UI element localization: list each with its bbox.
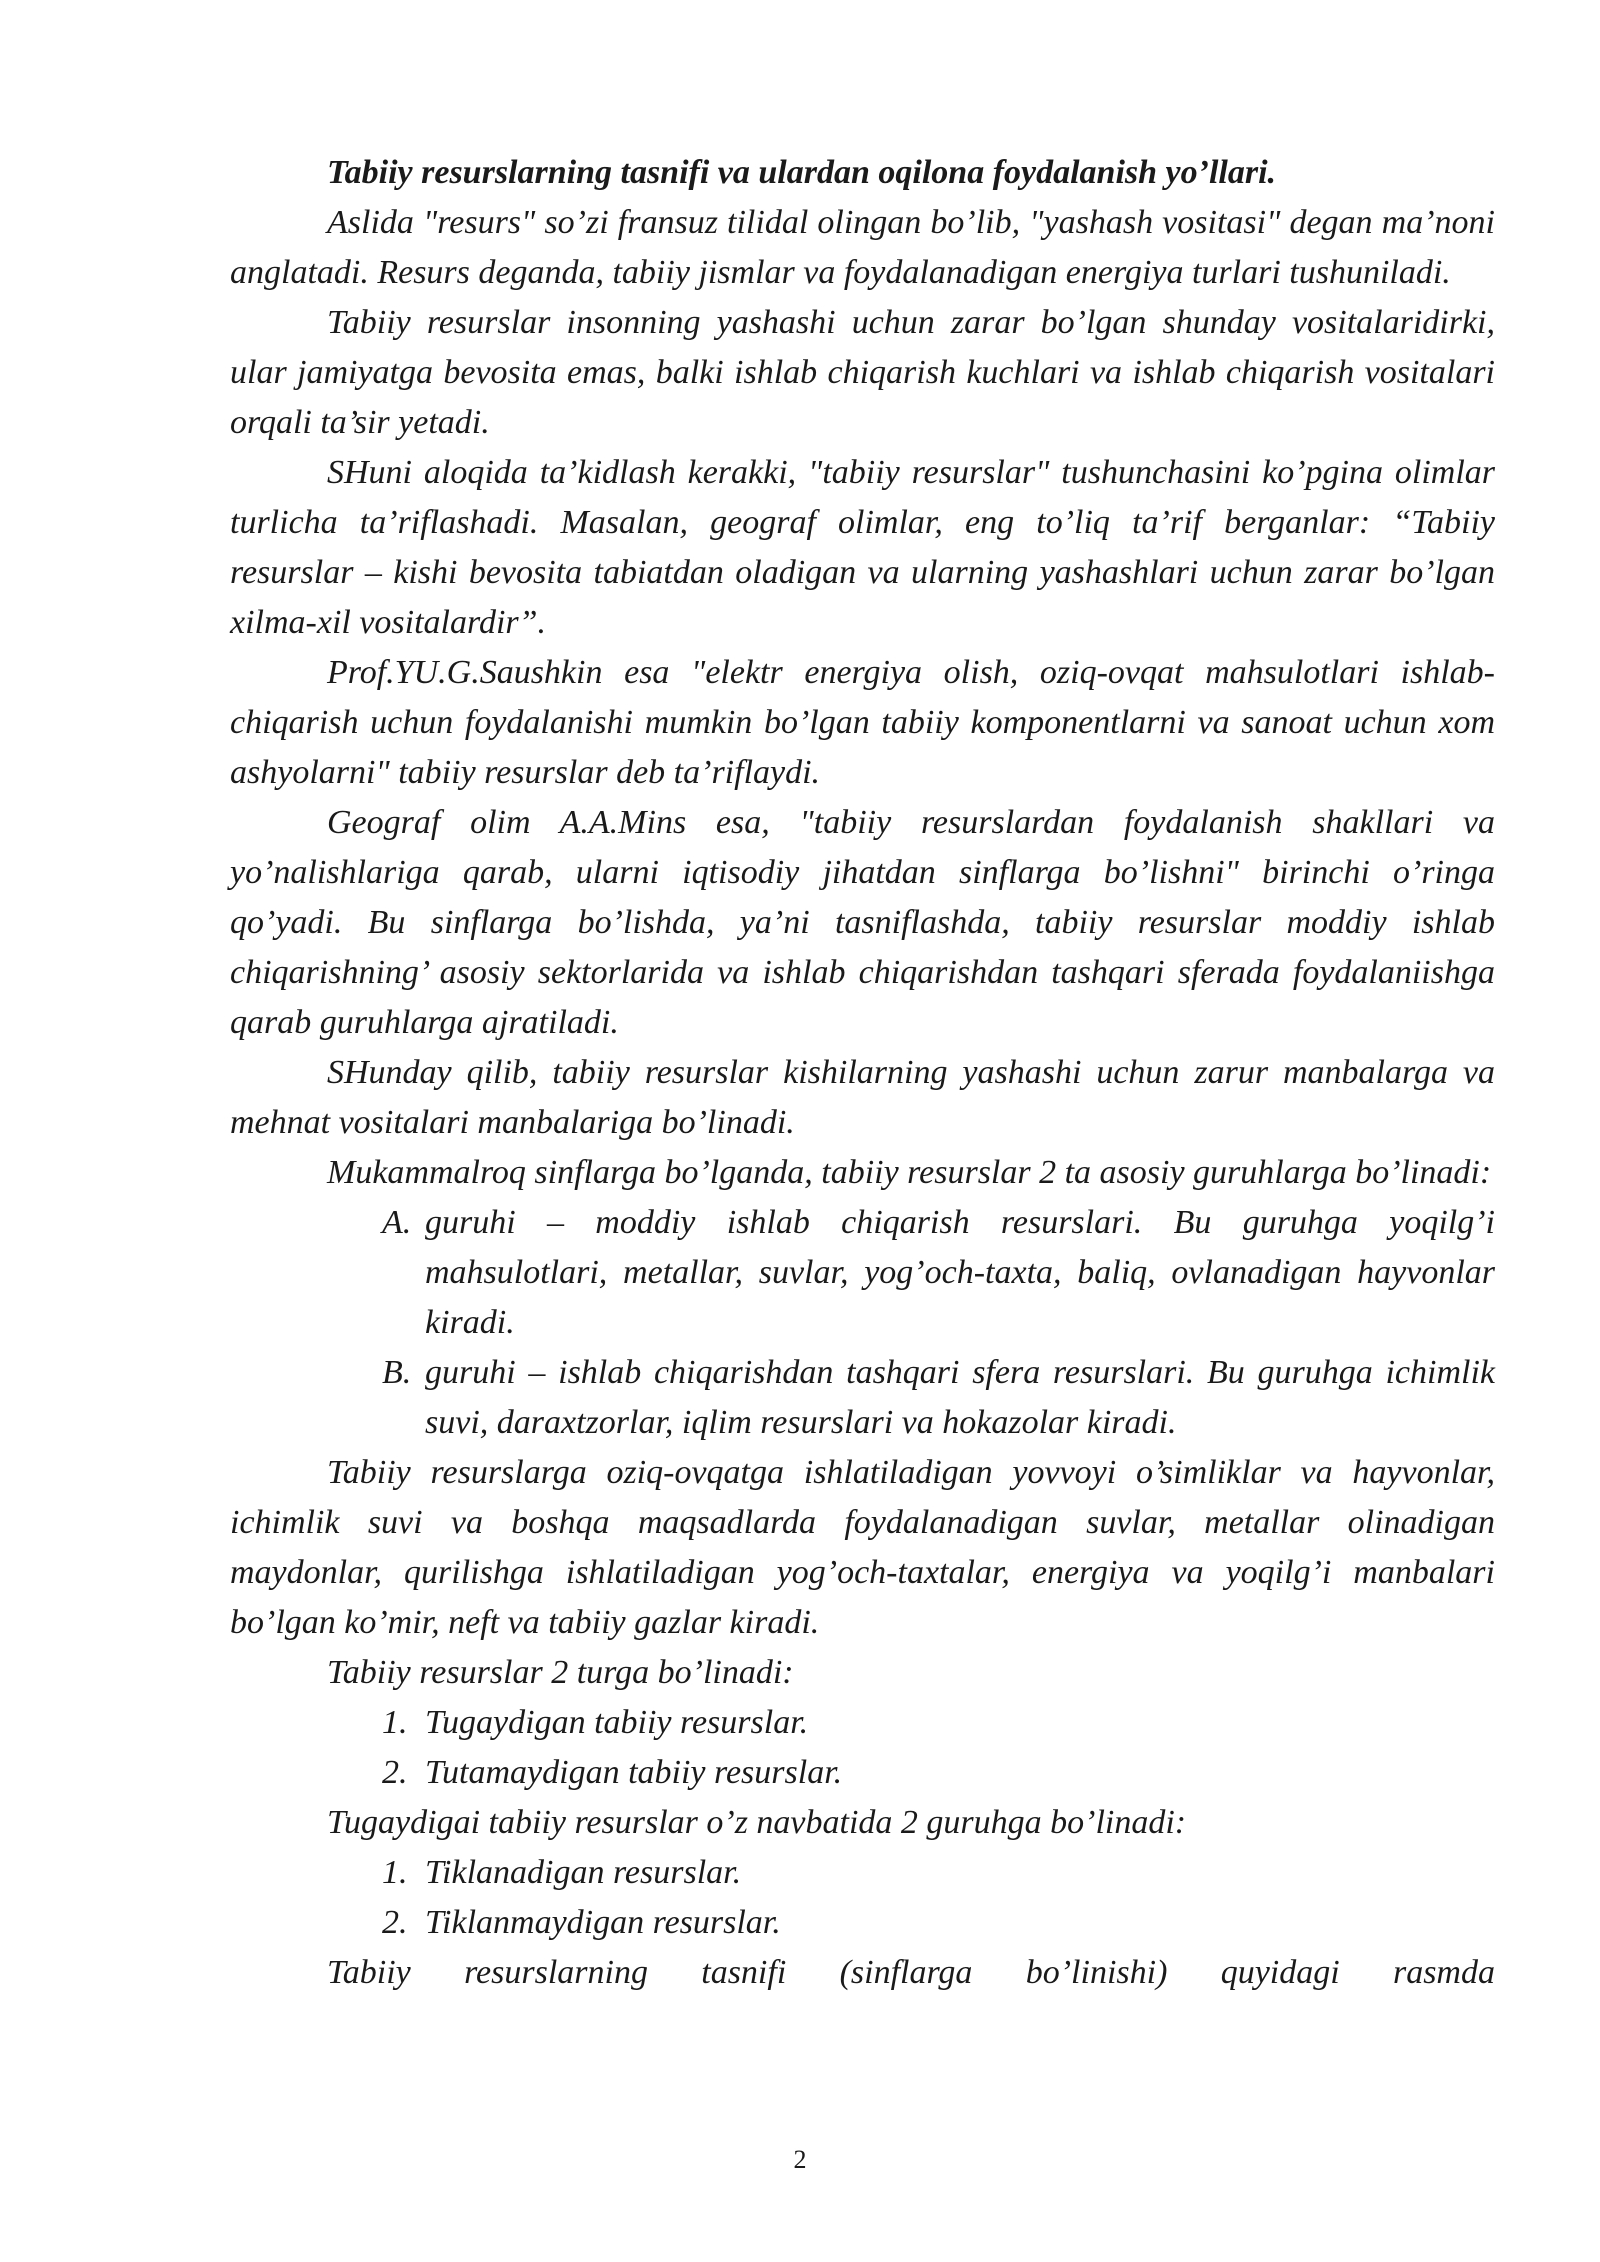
list-item-text: Tiklanadigan resurslar. xyxy=(425,1854,742,1891)
list-item xyxy=(230,1898,1495,1948)
paragraph: Prof.YU.G.Saushkin esa "elektr energiya olish, oziq-ovqat mahsulotlari ishlab-chiqarish uchun foydalanishi mumkin bo’lgan tabiiy komponentlarni va sanoat uchun xom ashyolarni" tabiiy resurslar deb ta’riflaydi. xyxy=(230,654,1495,791)
resource-groups-list xyxy=(230,1198,1495,1448)
list-item-text: guruhi – moddiy ishlab chiqarish resurslari. Bu guruhga yoqilg’i mahsulotlari, metallar, suvlar, yog’och-taxta, baliq, ovlanadigan hayvonlar kiradi. xyxy=(425,1204,1495,1341)
list-marker: 2. xyxy=(382,1754,408,1791)
closing-line: Tabiiy resurslarning tasnifi (sinflarga bo’linishi) quyidagi rasmda xyxy=(327,1954,1495,1991)
list-item-text: guruhi – ishlab chiqarishdan tashqari sfera resurslari. Bu guruhga ichimlik suvi, daraxtzorlar, iqlim resurslari va hokazolar kiradi. xyxy=(425,1354,1495,1441)
list-item-text: Tiklanmaydigan resurslar. xyxy=(425,1904,781,1941)
list-item xyxy=(230,1348,1495,1448)
paragraph: Tabiiy resurslar insonning yashashi uchun zarar bo’lgan shunday vositalaridirki, ular jamiyatga bevosita emas, balki ishlab chiqarish kuchlari va ishlab chiqarish vositalari orqali ta’sir yetadi. xyxy=(230,304,1495,441)
list-marker: 1. xyxy=(382,1704,408,1741)
list-item xyxy=(230,1848,1495,1898)
list-item-text: Tugaydigan tabiiy resurslar. xyxy=(425,1704,809,1741)
list-marker: 2. xyxy=(382,1904,408,1941)
document-page xyxy=(230,148,1495,1998)
paragraph: SHuni aloqida ta’kidlash kerakki, "tabiiy resurslar" tushunchasini ko’pgina olimlar turlicha ta’riflashadi. Masalan, geograf olimlar, eng to’liq ta’rif berganlar: “Tabiiy resurslar – kishi bevosita tabiatdan oladigan va ularning yashashlari uchun zarar bo’lgan xilma-xil vositalardir”. xyxy=(230,454,1495,641)
list-item xyxy=(230,1198,1495,1348)
paragraph: Aslida "resurs" so’zi fransuz tilidal olingan bo’lib, "yashash vositasi" degan ma’noni anglatadi. Resurs deganda, tabiiy jismlar va foydalanadigan energiya turlari tushuniladi. xyxy=(230,204,1495,291)
list-item xyxy=(230,1698,1495,1748)
paragraph: SHunday qilib, tabiiy resurslar kishilarning yashashi uchun zarur manbalarga va mehnat vositalari manbalariga bo’linadi. xyxy=(230,1054,1495,1141)
paragraph: Geograf olim A.A.Mins esa, "tabiiy resurslardan foydalanish shakllari va yo’nalishlariga qarab, ularni iqtisodiy jihatdan sinflarga bo’lishni" birinchi o’ringa qo’yadi. Bu sinflarga bo’lishda, ya’ni tasniflashda, tabiiy resurslar moddiy ishlab chiqarishning’ asosiy sektorlarida va ishlab chiqarishdan tashqari sferada foydalaniishga qarab guruhlarga ajratiladi. xyxy=(230,804,1495,1041)
paragraph: Tabiiy resurslarga oziq-ovqatga ishlatiladigan yovvoyi o’simliklar va hayvonlar, ichimlik suvi va boshqa maqsadlarda foydalanadigan suvlar, metallar olinadigan maydonlar, qurilishga ishlatiladigan yog’och-taxtalar, energiya va yoqilg’i manbalari bo’lgan ko’mir, neft va tabiiy gazlar kiradi. xyxy=(230,1454,1495,1641)
list-marker: B. xyxy=(382,1354,412,1391)
list-item-text: Tutamaydigan tabiiy resurslar. xyxy=(425,1754,843,1791)
page-number: 2 xyxy=(793,2145,807,2174)
types-intro: Tabiiy resurslar 2 turga bo’linadi: xyxy=(327,1654,794,1691)
list-item xyxy=(230,1748,1495,1798)
resource-subtypes-list xyxy=(230,1848,1495,1948)
paragraph: Mukammalroq sinflarga bo’lganda, tabiiy resurslar 2 ta asosiy guruhlarga bo’linadi: xyxy=(327,1154,1492,1191)
resource-types-list xyxy=(230,1698,1495,1798)
subtypes-intro: Tugaydigai tabiiy resurslar o’z navbatida 2 guruhga bo’linadi: xyxy=(327,1804,1187,1841)
list-marker: A. xyxy=(382,1204,412,1241)
list-marker: 1. xyxy=(382,1854,408,1891)
document-title: Tabiiy resurslarning tasnifi va ulardan oqilona foydalanish yo’llari. xyxy=(327,154,1277,191)
